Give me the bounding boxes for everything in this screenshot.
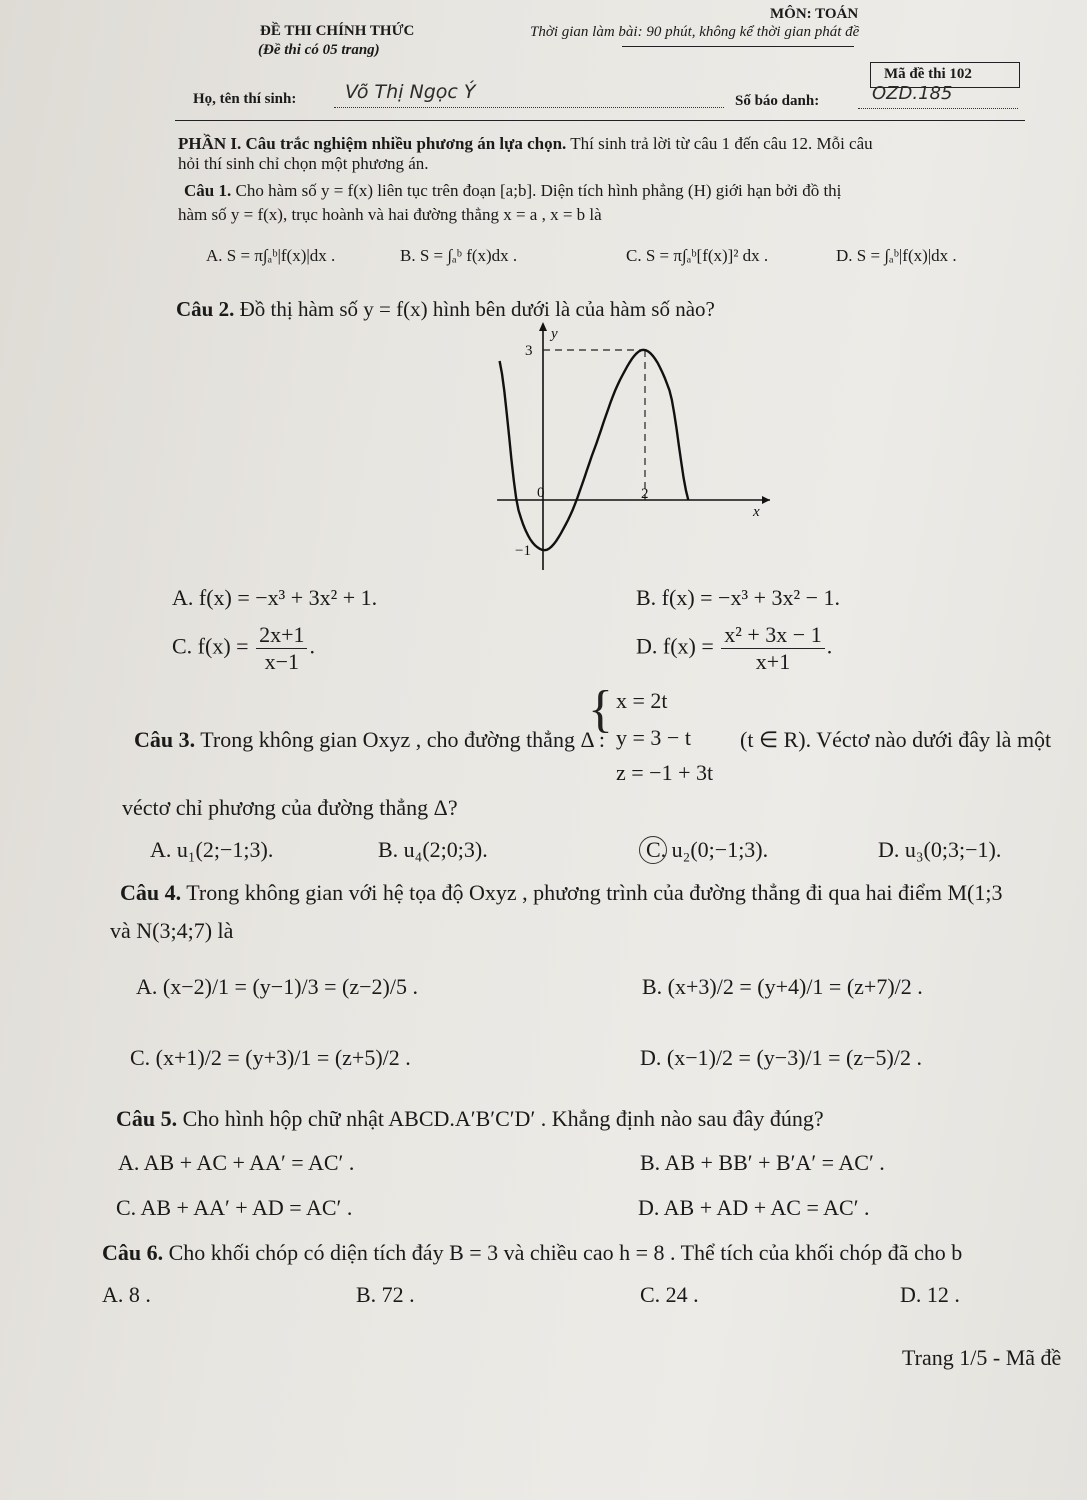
q2-option-d[interactable]: D. f(x) = $\frac{\text{x² + 3x − 1}}{x+1}$ . xyxy=(636,622,833,674)
name-label: Họ, tên thí sinh: xyxy=(193,91,297,107)
x-axis-label: x xyxy=(753,504,760,520)
q1-option-a[interactable]: A. S = π∫ₐᵇ|f(x)|dx . xyxy=(206,246,336,265)
id-value-handwritten: OZD.185 xyxy=(872,83,953,104)
q3-option-d[interactable]: D. u₃(0;3;−1). xyxy=(878,837,1002,862)
tick-label-minus1: −1 xyxy=(515,543,531,559)
q2-option-b[interactable]: B. f(x) = −x³ + 3x² − 1. xyxy=(636,585,840,610)
tick-label-2: 2 xyxy=(641,486,649,502)
q5-text: Câu 5. Cho hình hộp chữ nhật ABCD.A′B′C′D′ . Khẳng định nào sau đây đúng? xyxy=(116,1106,824,1131)
y-axis-label: y xyxy=(551,326,558,342)
answer-circle-mark xyxy=(639,836,667,864)
divider xyxy=(622,46,854,47)
page-footer: Trang 1/5 - Mã đề xyxy=(902,1345,1062,1370)
name-value-handwritten: Võ Thị Ngọc Ý xyxy=(345,81,476,103)
q1-option-d[interactable]: D. S = ∫ₐᵇ|f(x)|dx . xyxy=(836,246,957,265)
y-axis-arrow xyxy=(539,322,547,331)
q5-option-c[interactable]: C. AB + AA′ + AD = AC′ . xyxy=(116,1195,353,1220)
q4-text: Câu 4. Trong không gian với hệ tọa độ Oxyz , phương trình của đường thẳng đi qua hai điểm M(1;3 xyxy=(120,880,1003,905)
function-graph xyxy=(470,318,780,582)
id-field-line xyxy=(858,108,1018,109)
q3-sys-2: y = 3 − t xyxy=(616,725,691,750)
q3-text: Câu 3. Trong không gian Oxyz , cho đường thẳng Δ : xyxy=(134,727,605,752)
q5-option-a[interactable]: A. AB + AC + AA′ = AC′ . xyxy=(118,1150,355,1175)
q3-text-2: véctơ chỉ phương của đường thẳng Δ? xyxy=(122,795,458,820)
q2-option-a[interactable]: A. f(x) = −x³ + 3x² + 1. xyxy=(172,585,378,610)
part1-title-line: PHẦN I. Câu trắc nghiệm nhiều phương án lựa chọn. Thí sinh trả lời từ câu 1 đến câu 12. Mỗi câu xyxy=(178,134,873,153)
q3-option-c[interactable]: C. u₂(0;−1;3). xyxy=(646,837,769,862)
q1-text-2: hàm số y = f(x), trục hoành và hai đường thẳng x = a , x = b là xyxy=(178,205,602,224)
q3-option-b[interactable]: B. u₄(2;0;3). xyxy=(378,837,488,862)
subject: MÔN: TOÁN xyxy=(770,6,859,22)
q3-option-a[interactable]: A. u₁(2;−1;3). xyxy=(150,837,274,862)
q6-option-c[interactable]: C. 24 . xyxy=(640,1282,699,1307)
id-label: Số báo danh: xyxy=(735,93,820,109)
q2-option-c[interactable]: C. f(x) = $\frac{2x+1}{x-1}$ . xyxy=(172,622,315,674)
tick-label-0: 0 xyxy=(537,485,545,501)
q3-sys-3: z = −1 + 3t xyxy=(616,760,714,785)
q2-text: Câu 2. Đồ thị hàm số y = f(x) hình bên dưới là của hàm số nào? xyxy=(176,297,715,321)
q1-option-c[interactable]: C. S = π∫ₐᵇ[f(x)]² dx . xyxy=(626,246,769,265)
q4-option-d[interactable]: D. (x−1)/2 = (y−3)/1 = (z−5)/2 . xyxy=(640,1045,922,1070)
divider xyxy=(175,120,1025,121)
q5-option-b[interactable]: B. AB + BB′ + B′A′ = AC′ . xyxy=(640,1150,885,1175)
function-curve xyxy=(500,350,689,550)
q6-option-a[interactable]: A. 8 . xyxy=(102,1282,151,1307)
exam-title: ĐỀ THI CHÍNH THỨC xyxy=(260,23,415,39)
q1-text: Câu 1. Cho hàm số y = f(x) liên tục trên đoạn [a;b]. Diện tích hình phẳng (H) giới hạn bởi đồ thị xyxy=(184,181,842,200)
x-axis-arrow xyxy=(762,496,770,504)
time-note: Thời gian làm bài: 90 phút, không kể thời gian phát đề xyxy=(530,24,860,40)
q6-option-b[interactable]: B. 72 . xyxy=(356,1282,415,1307)
q3-sys-1: x = 2t xyxy=(616,688,668,713)
q4-option-c[interactable]: C. (x+1)/2 = (y+3)/1 = (z+5)/2 . xyxy=(130,1045,411,1070)
name-field-line xyxy=(334,107,724,108)
part1-instruction: hỏi thí sinh chỉ chọn một phương án. xyxy=(178,154,429,173)
exam-code: Mã đề thi 102 xyxy=(884,66,972,82)
q5-option-d[interactable]: D. AB + AD + AC = AC′ . xyxy=(638,1195,870,1220)
q6-option-d[interactable]: D. 12 . xyxy=(900,1282,960,1307)
q6-text: Câu 6. Cho khối chóp có diện tích đáy B = 3 và chiều cao h = 8 . Thể tích của khối chóp đã cho b xyxy=(102,1240,963,1265)
q4-option-b[interactable]: B. (x+3)/2 = (y+4)/1 = (z+7)/2 . xyxy=(642,974,923,999)
q4-option-a[interactable]: A. (x−2)/1 = (y−1)/3 = (z−2)/5 . xyxy=(136,974,418,999)
system-brace: { xyxy=(588,681,613,738)
q3-param: (t ∈ R). Véctơ nào dưới đây là một xyxy=(740,727,1052,752)
q4-text-2: và N(3;4;7) là xyxy=(110,918,234,943)
tick-label-3: 3 xyxy=(525,343,533,359)
pages-note: (Đề thi có 05 trang) xyxy=(258,42,380,58)
q1-option-b[interactable]: B. S = ∫ₐᵇ f(x)dx . xyxy=(400,246,518,265)
